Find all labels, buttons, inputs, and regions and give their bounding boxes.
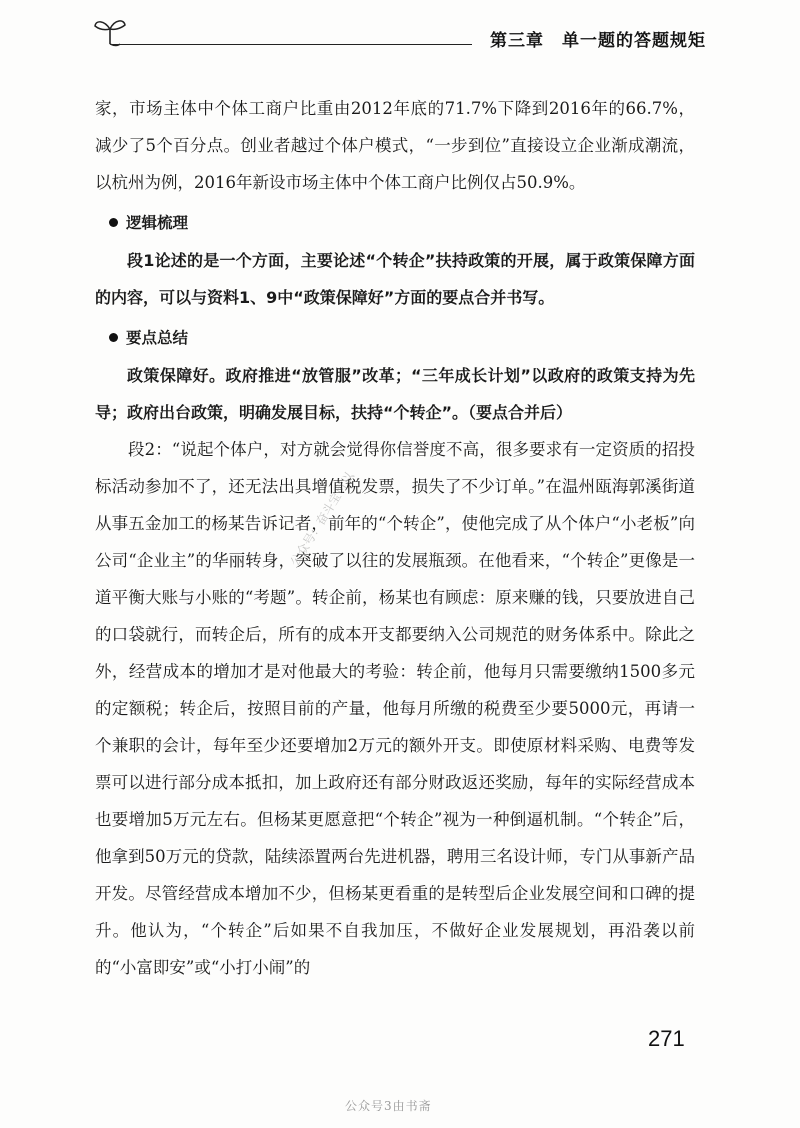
running-head: [490, 26, 706, 51]
summary-section-heading: [109, 320, 695, 357]
summary-heading-text: 要点总结: [126, 329, 189, 347]
summary-paragraph: 政策保障好。政府推进“放管服”改革；“三年成长计划”以政府的政策支持为先导；政府出台政策，明确发展目标，扶持“个转企”。（要点合并后）: [95, 366, 695, 422]
logic-section-heading: [109, 205, 695, 242]
paragraph-continued: 家，市场主体中个体工商户比重由2012年底的71.7%下降到2016年的66.7%，减少了5个百分点。创业者越过个体户模式，“一步到位”直接设立企业渐成潮流，以杭州为例，2016年新设市场主体中个体工商户比例仅占50.9%。: [95, 99, 695, 192]
sprout-icon: [90, 14, 130, 48]
chapter-label: 第三章: [490, 31, 544, 51]
page-body: [95, 90, 695, 986]
page-header: [0, 0, 800, 70]
chapter-title: 单一题的答题规矩: [562, 31, 706, 51]
footer-watermark: 公众号3由书斋: [345, 1099, 432, 1113]
paragraph-2: 段2：“说起个体户，对方就会觉得你信誉度不高，很多要求有一定资质的招投标活动参加不了，还无法出具增值税发票，损失了不少订单。”在温州瓯海郭溪街道从事五金加工的杨某告诉记者，前年的“个转企”，使他完成了从个体户“小老板”向公司“企业主”的华丽转身，突破了以往的发展瓶颈。在他看来，“个转企”更像是一道平衡大账与小账的“考题”。转企前，杨某也有顾虑：原来赚的钱，只要放进自己的口袋就行，而转企后，所有的成本开支都要纳入公司规范的财务体系中。除此之外，经营成本的增加才是对他最大的考验：转企前，他每月只需要缴纳1500多元的定额税；转企后，按照目前的产量，他每月所缴的税费至少要5000元，再请一个兼职的会计，每年至少还要增加2万元的额外开支。即使原材料采购、电费等发票可以进行部分成本抵扣，加上政府还有部分财政返还奖励，每年的实际经营成本也要增加5万元左右。但杨某更愿意把“个转企”视为一种倒逼机制。“个转企”后，他拿到50万元的贷款，陆续添置两台先进机器，聘用三名设计师，专门从事新产品开发。尽管经营成本增加不少，但杨某更看重的是转型后企业发展空间和口碑的提升。他认为，“个转企”后如果不自我加压，不做好企业发展规划，再沿袭以前的“小富即安”或“小打小闹”的: [95, 440, 695, 977]
logic-paragraph: 段1论述的是一个方面，主要论述“个转企”扶持政策的开展，属于政策保障方面的内容，可以与资料1、9中“政策保障好”方面的要点合并书写。: [95, 251, 695, 307]
page-number: 271: [648, 1026, 685, 1051]
header-rule: [112, 44, 472, 45]
logic-heading-text: 逻辑梳理: [126, 214, 189, 232]
watermark: 公众号：奋斗宝可以: [287, 469, 357, 569]
bullet-dot-icon: [109, 333, 118, 342]
bullet-dot-icon: [109, 218, 118, 227]
